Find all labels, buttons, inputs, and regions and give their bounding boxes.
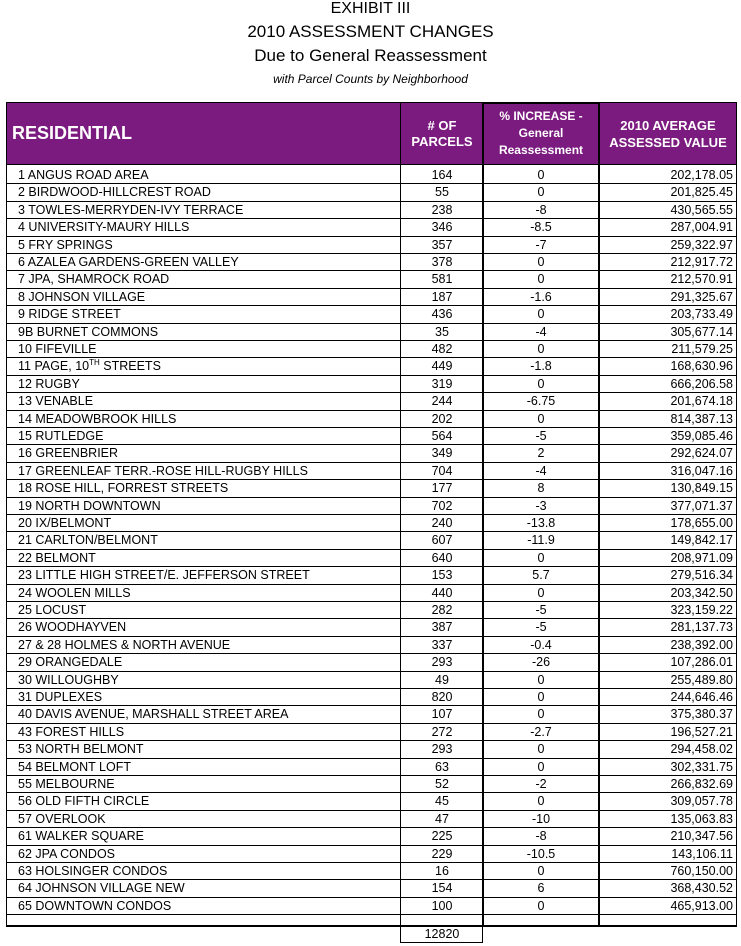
table-row: [6, 793, 737, 810]
pct-header-line2: General: [518, 126, 564, 140]
table-row: [6, 515, 737, 532]
pct-increase: 0: [537, 185, 545, 200]
neighborhood-name: 54 BELMONT LOFT: [18, 759, 131, 774]
parcel-count: 49: [435, 672, 449, 687]
parcel-count: 107: [431, 707, 453, 722]
parcel-count: 52: [435, 777, 449, 791]
parcel-count: 244: [431, 394, 453, 409]
table-row: [6, 358, 737, 375]
column-header-avg-value: [599, 102, 737, 165]
table-row: [6, 706, 737, 723]
table-row: [6, 480, 737, 497]
average-assessed-value: 760,150.00: [670, 864, 733, 878]
table-row: [6, 271, 737, 288]
table-row: [6, 776, 737, 793]
neighborhood-name: 55 MELBOURNE: [18, 777, 115, 791]
table-row: [6, 237, 737, 254]
average-assessed-value: 168,630.96: [670, 359, 733, 374]
parcel-count: 225: [431, 829, 453, 844]
ordinal-superscript: TH: [89, 358, 100, 368]
average-assessed-value: 266,832.69: [670, 777, 733, 791]
parcel-count: 45: [435, 794, 449, 809]
table-row: [6, 898, 737, 915]
neighborhood-name: 63 HOLSINGER CONDOS: [18, 864, 168, 878]
avg-header-line1: 2010 AVERAGE: [620, 117, 716, 133]
parcel-count: 240: [431, 516, 453, 530]
pct-increase: 0: [537, 376, 545, 391]
pct-increase: -5: [535, 620, 547, 635]
neighborhood-name: 9B BURNET COMMONS: [18, 324, 159, 339]
pct-increase: -5: [535, 603, 547, 617]
report-note: with Parcel Counts by Neighborhood: [273, 72, 468, 86]
pct-increase: 0: [537, 759, 545, 774]
pct-increase: 0: [537, 672, 545, 687]
table-border-bottom: [6, 925, 737, 927]
pct-increase: 0: [537, 864, 545, 878]
average-assessed-value: 130,849.15: [670, 481, 733, 496]
pct-increase: -8: [535, 202, 547, 217]
parcel-count: 357: [431, 237, 453, 252]
table-row: [6, 846, 737, 863]
neighborhood-name: 4 UNIVERSITY-MAURY HILLS: [18, 220, 190, 235]
pct-increase: -8.5: [530, 220, 552, 235]
neighborhood-name: 17 GREENLEAF TERR.-ROSE HILL-RUGBY HILLS: [18, 463, 308, 478]
average-assessed-value: 255,489.80: [670, 672, 733, 687]
parcel-count: 16: [435, 864, 449, 878]
pct-increase: 0: [537, 550, 545, 565]
table-row: [6, 863, 737, 880]
pct-increase: 0: [537, 707, 545, 722]
neighborhood-name: 10 FIFEVILLE: [18, 342, 97, 356]
average-assessed-value: 281,137.73: [670, 620, 733, 635]
parcel-count: 164: [431, 168, 453, 182]
table-row: [6, 428, 737, 445]
pct-increase: 0: [537, 307, 545, 322]
parcel-count: 272: [431, 724, 453, 739]
neighborhood-name: 5 FRY SPRINGS: [18, 237, 113, 252]
table-row: [6, 585, 737, 602]
neighborhood-name: 23 LITTLE HIGH STREET/E. JEFFERSON STREET: [18, 568, 310, 583]
pct-increase: -3: [535, 498, 547, 513]
neighborhood-name: 64 JOHNSON VILLAGE NEW: [18, 881, 185, 896]
parcel-count: 319: [431, 376, 453, 391]
table-row: [6, 811, 737, 828]
parcel-count: 293: [431, 742, 453, 757]
parcel-count: 229: [431, 846, 453, 861]
neighborhood-name: 18 ROSE HILL, FORREST STREETS: [18, 481, 229, 496]
average-assessed-value: 135,063.83: [670, 811, 733, 826]
table-row: [6, 654, 737, 671]
neighborhood-name: 22 BELMONT: [18, 550, 96, 565]
table-row: [6, 689, 737, 706]
table-row: [6, 219, 737, 236]
average-assessed-value: 149,842.17: [670, 533, 733, 548]
neighborhood-name: 25 LOCUST: [18, 603, 87, 617]
average-assessed-value: 201,674.18: [670, 394, 733, 409]
pct-increase: 0: [537, 411, 545, 426]
pct-increase: -0.4: [530, 637, 552, 652]
parcel-count: 440: [431, 585, 453, 600]
parcel-count: 387: [431, 620, 453, 635]
parcel-count: 100: [431, 898, 453, 913]
average-assessed-value: 212,917.72: [670, 255, 733, 269]
parcel-count: 704: [431, 463, 453, 478]
pct-increase: -10: [531, 811, 551, 826]
column-header-parcels: [401, 102, 483, 165]
average-assessed-value: 143,106.11: [671, 846, 733, 861]
parcel-count: 282: [431, 603, 453, 617]
pct-header-line1: % INCREASE -: [499, 109, 583, 123]
pct-header-line3: Reassessment: [498, 143, 584, 157]
parcel-count: 702: [431, 498, 453, 513]
average-assessed-value: 309,057.78: [670, 794, 733, 809]
pct-increase: -11.9: [527, 533, 555, 548]
table-row: [6, 341, 737, 358]
pct-increase: -4: [535, 324, 547, 339]
table-row: [6, 202, 737, 219]
table-border-left: [6, 165, 7, 925]
neighborhood-name: 3 TOWLES-MERRYDEN-IVY TERRACE: [18, 202, 244, 217]
neighborhood-name: 14 MEADOWBROOK HILLS: [18, 411, 177, 426]
pct-increase: 8: [537, 481, 545, 496]
average-assessed-value: 302,331.75: [670, 759, 733, 774]
parcel-count: 564: [431, 429, 453, 443]
parcel-count: 449: [431, 359, 453, 374]
neighborhood-name: 62 JPA CONDOS: [18, 846, 116, 861]
neighborhood-name: 21 CARLTON/BELMONT: [18, 533, 158, 548]
parcel-count: 47: [435, 811, 449, 826]
avg-header-line2: ASSESSED VALUE: [609, 134, 727, 150]
table-row: [6, 828, 737, 845]
parcel-count: 187: [431, 289, 453, 304]
pct-increase: -1.6: [530, 289, 552, 304]
average-assessed-value: 305,677.14: [670, 324, 733, 339]
parcel-count: 153: [431, 568, 453, 583]
average-assessed-value: 666,206.58: [670, 376, 733, 391]
neighborhood-name: 24 WOOLEN MILLS: [18, 585, 131, 600]
column-header-pct-increase: [483, 102, 599, 165]
pct-increase: -6.75: [526, 394, 556, 409]
table-row: [6, 880, 737, 897]
pct-increase: 5.7: [532, 568, 550, 583]
average-assessed-value: 359,085.46: [670, 429, 733, 443]
average-assessed-value: 203,342.50: [670, 585, 733, 600]
table-row: [6, 376, 737, 393]
average-assessed-value: 316,047.16: [670, 463, 733, 478]
parcel-count: 346: [431, 220, 453, 235]
parcel-count: 349: [431, 446, 453, 461]
neighborhood-name: 19 NORTH DOWNTOWN: [18, 498, 161, 513]
neighborhood-name: 29 ORANGEDALE: [18, 655, 123, 670]
average-assessed-value: 377,071.37: [670, 498, 733, 513]
table-row: [6, 602, 737, 619]
neighborhood-name: 13 VENABLE: [18, 394, 94, 409]
pct-increase: -26: [531, 655, 551, 670]
neighborhood-name: 26 WOODHAYVEN: [18, 620, 127, 635]
parcel-count: 820: [431, 690, 453, 704]
neighborhood-name: 61 WALKER SQUARE: [18, 829, 144, 844]
neighborhood-name: 43 FOREST HILLS: [18, 724, 125, 739]
table-row: [6, 637, 737, 654]
neighborhood-name: 12 RUGBY: [18, 376, 80, 391]
table-row: [6, 411, 737, 428]
pct-increase: 0: [537, 898, 545, 913]
table-row: [6, 550, 737, 567]
parcels-header-line1: # OF: [427, 117, 457, 133]
parcels-header-line2: PARCELS: [411, 133, 473, 149]
average-assessed-value: 465,913.00: [670, 898, 733, 913]
average-assessed-value: 178,655.00: [670, 516, 733, 530]
table-row: [6, 324, 737, 341]
pct-box-top: [482, 102, 600, 104]
average-assessed-value: 208,971.09: [670, 550, 733, 565]
parcel-count: 436: [431, 307, 453, 322]
parcel-count: 337: [431, 637, 453, 652]
pct-increase: -2.7: [530, 724, 552, 739]
neighborhood-name: 16 GREENBRIER: [18, 446, 119, 461]
neighborhood-name-part: 11 PAGE, 10: [18, 359, 90, 374]
pct-increase: -1.8: [530, 359, 552, 374]
column-divider-avg: [598, 102, 600, 925]
parcel-count: 482: [431, 342, 453, 356]
neighborhood-name: 20 IX/BELMONT: [18, 516, 112, 530]
parcel-count: 202: [431, 411, 453, 426]
pct-increase: -10.5: [526, 846, 556, 861]
pct-increase: 0: [537, 690, 545, 704]
average-assessed-value: 430,565.55: [670, 202, 733, 217]
table-row: [6, 289, 737, 306]
pct-increase: 0: [537, 794, 545, 809]
neighborhood-name: 30 WILLOUGHBY: [18, 672, 119, 687]
neighborhood-name: [18, 358, 161, 375]
average-assessed-value: 202,178.05: [670, 168, 733, 182]
average-assessed-value: 323,159.22: [670, 603, 733, 617]
row-divider: [6, 914, 737, 915]
pct-increase: -2: [535, 777, 547, 791]
pct-increase: -7: [535, 237, 547, 252]
neighborhood-name: 56 OLD FIFTH CIRCLE: [18, 794, 150, 809]
pct-increase: -5: [535, 429, 547, 443]
parcel-count: 55: [435, 185, 449, 200]
parcel-count: 581: [431, 272, 453, 287]
pct-increase: 0: [537, 342, 545, 356]
parcel-count: 154: [431, 881, 453, 896]
neighborhood-name: 15 RUTLEDGE: [18, 429, 104, 443]
average-assessed-value: 375,380.37: [670, 707, 733, 722]
table-row: [6, 167, 737, 184]
table-border-right: [736, 102, 737, 925]
table-row: [6, 567, 737, 584]
column-divider-parcels: [400, 102, 401, 943]
neighborhood-name: 8 JOHNSON VILLAGE: [18, 289, 146, 304]
pct-increase: -4: [535, 463, 547, 478]
average-assessed-value: 244,646.46: [670, 690, 733, 704]
pct-increase: 0: [537, 585, 545, 600]
average-assessed-value: 201,825.45: [670, 185, 733, 200]
table-row: [6, 724, 737, 741]
table-row: [6, 306, 737, 323]
parcel-count: 378: [431, 255, 453, 269]
exhibit-title: EXHIBIT III: [330, 0, 411, 17]
column-header-residential: RESIDENTIAL: [12, 123, 133, 143]
neighborhood-name: 7 JPA, SHAMROCK ROAD: [18, 272, 170, 287]
average-assessed-value: 279,516.34: [670, 568, 733, 583]
parcel-count: 640: [431, 550, 453, 565]
pct-increase: 0: [537, 168, 545, 182]
table-row: [6, 445, 737, 462]
neighborhood-name-tail: STREETS: [99, 359, 161, 374]
neighborhood-name: 2 BIRDWOOD-HILLCREST ROAD: [18, 185, 211, 200]
pct-increase: 0: [537, 742, 545, 757]
parcel-count: 35: [435, 324, 449, 339]
table-row: [6, 741, 737, 758]
neighborhood-name: 9 RIDGE STREET: [18, 307, 121, 322]
average-assessed-value: 259,322.97: [670, 237, 733, 252]
neighborhood-name: 31 DUPLEXES: [18, 690, 103, 704]
average-assessed-value: 211,579.25: [671, 342, 733, 356]
pct-increase: 2: [537, 446, 545, 461]
table-row: [6, 619, 737, 636]
pct-increase: -8: [535, 829, 547, 844]
table-row: [6, 498, 737, 515]
table-row: [6, 393, 737, 410]
column-divider-pct: [482, 102, 484, 925]
report-title: 2010 ASSESSMENT CHANGES: [247, 22, 494, 41]
average-assessed-value: 212,570.91: [670, 272, 733, 287]
average-assessed-value: 203,733.49: [670, 307, 733, 322]
pct-increase: 0: [537, 255, 545, 269]
table-row: [6, 254, 737, 271]
table-row: [6, 672, 737, 689]
parcel-count: 293: [431, 655, 453, 670]
average-assessed-value: 210,347.56: [670, 829, 733, 844]
average-assessed-value: 196,527.21: [670, 724, 733, 739]
average-assessed-value: 368,430.52: [670, 881, 733, 896]
average-assessed-value: 814,387.13: [670, 411, 733, 426]
neighborhood-name: 57 OVERLOOK: [18, 811, 106, 826]
pct-increase: 0: [537, 272, 545, 287]
pct-increase: 6: [537, 881, 545, 896]
average-assessed-value: 107,286.01: [670, 655, 733, 670]
parcel-count: 63: [435, 759, 449, 774]
table-row: [6, 463, 737, 480]
neighborhood-name: 1 ANGUS ROAD AREA: [18, 168, 149, 182]
neighborhood-name: 65 DOWNTOWN CONDOS: [18, 898, 172, 913]
pct-increase: -13.8: [526, 516, 556, 530]
neighborhood-name: 27 & 28 HOLMES & NORTH AVENUE: [18, 637, 231, 652]
table-row: [6, 532, 737, 549]
table-row: [6, 184, 737, 201]
average-assessed-value: 292,624.07: [670, 446, 733, 461]
parcel-count: 607: [431, 533, 453, 548]
parcel-count: 238: [431, 202, 453, 217]
neighborhood-name: 53 NORTH BELMONT: [18, 742, 144, 757]
average-assessed-value: 287,004.91: [670, 220, 733, 235]
table-row: [6, 759, 737, 776]
total-parcels: 12820: [424, 927, 460, 941]
neighborhood-name: 6 AZALEA GARDENS-GREEN VALLEY: [18, 255, 239, 269]
average-assessed-value: 294,458.02: [670, 742, 733, 757]
parcel-count: 177: [431, 481, 453, 496]
report-subtitle: Due to General Reassessment: [254, 46, 487, 65]
average-assessed-value: 238,392.00: [670, 637, 733, 652]
average-assessed-value: 291,325.67: [670, 289, 733, 304]
neighborhood-name: 40 DAVIS AVENUE, MARSHALL STREET AREA: [18, 707, 289, 722]
